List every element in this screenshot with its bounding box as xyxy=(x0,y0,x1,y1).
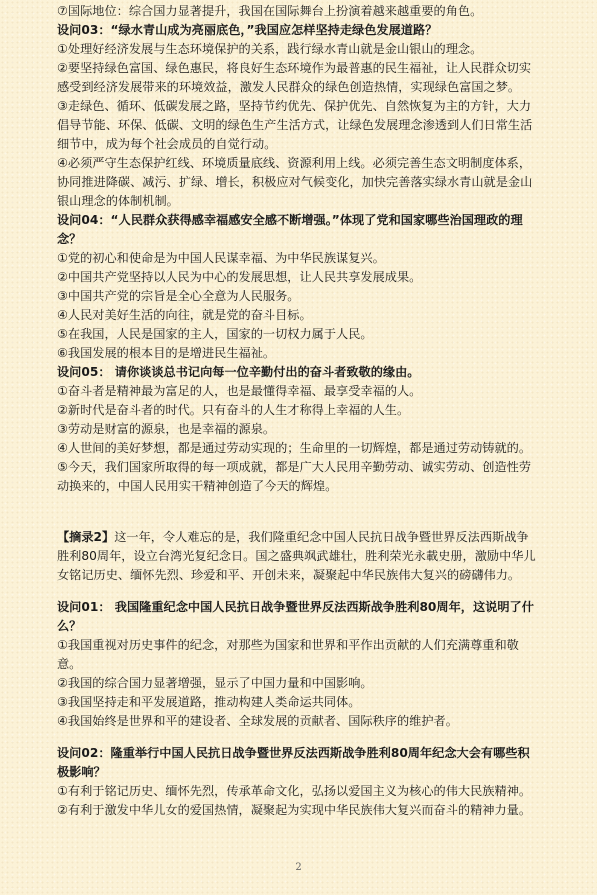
answer-item: ③我国坚持走和平发展道路，推动构建人类命运共同体。 xyxy=(57,695,361,709)
answer-item: ②我国的综合国力显著增强，显示了中国力量和中国影响。 xyxy=(57,676,373,690)
paragraph: ⑦国际地位：综合国力显著提升，我国在国际舞台上扮演着越来越重要的角色。 xyxy=(57,4,483,18)
answer-item: ③中国共产党的宗旨是全心全意为人民服务。 xyxy=(57,289,300,303)
answer-item: ①我国重视对历史事件的纪念，对那些为国家和世界和平作出贡献的人们充满尊重和敬 意。 xyxy=(57,638,519,671)
answer-item: ②中国共产党坚持以人民为中心的发展思想，让人民共享发展成果。 xyxy=(57,270,422,284)
answer-item: ②新时代是奋斗者的时代。只有奋斗的人生才称得上幸福的人生。 xyxy=(57,403,410,417)
answer-item: ①有利于铭记历史、缅怀先烈，传承革命文化，弘扬以爱国主义为核心的伟大民族精神。 xyxy=(57,784,532,798)
excerpt-label: 【摘录2】 xyxy=(57,530,115,544)
spacer xyxy=(57,731,551,744)
answer-item: ③走绿色、循环、低碳发展之路，坚持节约优先、保护优先、自然恢复为主的方针，大力 倡导节能、环保、低碳、文明的绿色生产生活方式，让绿色发展理念渗透到人们日常生活 细节中，成为每个社会成员的自觉行动。 xyxy=(57,99,533,151)
answer-item: ⑥我国发展的根本目的是增进民生福祉。 xyxy=(57,346,276,360)
excerpt-paragraph xyxy=(57,528,551,585)
spacer xyxy=(57,585,551,598)
answer-item: ⑤今天，我们国家所取得的每一项成就，都是广大人民用辛勤劳动、诚实劳动、创造性劳 动换来的，中国人民用实干精神创造了今天的辉煌。 xyxy=(57,460,532,493)
excerpt-text: 这一年，令人难忘的是，我们隆重纪念中国人民抗日战争暨世界反法西斯战争 胜利80周年，设立台湾光复纪念日。国之盛典飒武雄壮，胜利荣光永載史册，激励中华儿 女铭记历史、缅怀先烈、珍爱和平、开创未来，凝聚起中华民族伟大复兴的磅礴伟力。 xyxy=(57,530,536,582)
question-heading: 设问03：“绿水青山成为亮丽底色，”我国应怎样坚持走绿色发展道路？ xyxy=(57,23,438,37)
answer-item: ④我国始终是世界和平的建设者、全球发展的贡献者、国际秩序的维护者。 xyxy=(57,714,458,728)
document-body xyxy=(57,2,551,820)
answer-item: ④必须严守生态保护红线、环境质量底线、资源利用上线。必须完善生态文明制度体系， 协同推进降碳、减污、扩绿、增长，积极应对气候变化，加快完善落实绿水青山就是金山 银山理念的体制机制。 xyxy=(57,156,533,208)
question-heading: 设问02：隆重举行中国人民抗日战争暨世界反法西斯战争胜利80周年纪念大会有哪些积 极影响？ xyxy=(57,746,530,779)
spacer xyxy=(57,496,551,528)
question-heading: 设问01： 我国隆重纪念中国人民抗日战争暨世界反法西斯战争胜利80周年，这说明了什 么？ xyxy=(57,600,534,633)
question-heading: 设问05： 请你谈谈总书记向每一位辛勤付出的奋斗者致敬的缘由。 xyxy=(57,365,420,379)
answer-item: ④人民对美好生活的向往，就是党的奋斗目标。 xyxy=(57,308,312,322)
answer-item: ②要坚持绿色富国、绿色惠民，将良好生态环境作为最普惠的民生福祉，让人民群众切实 感受到经济发展带来的环境效益，激发人民群众的绿色创造热情，实现绿色富国之梦。 xyxy=(57,61,532,94)
answer-item: ①奋斗者是精神最为富足的人，也是最懂得幸福、最享受幸福的人。 xyxy=(57,384,422,398)
answer-item: ③劳动是财富的源泉，也是幸福的源泉。 xyxy=(57,422,276,436)
answer-item: ④人世间的美好梦想，都是通过劳动实现的；生命里的一切辉煌，都是通过劳动铸就的。 xyxy=(57,441,532,455)
answer-item: ②有利于激发中华儿女的爱国热情，凝聚起为实现中华民族伟大复兴而奋斗的精神力量。 xyxy=(57,803,532,817)
answer-item: ①党的初心和使命是为中国人民谋幸福、为中华民族谋复兴。 xyxy=(57,251,385,265)
answer-item: ①处理好经济发展与生态环境保护的关系，践行绿水青山就是金山银山的理念。 xyxy=(57,42,483,56)
answer-item: ⑤在我国，人民是国家的主人，国家的一切权力属于人民。 xyxy=(57,327,373,341)
question-heading: 设问04：“人民群众获得感幸福感安全感不断增强。”体现了党和国家哪些治国理政的理 念？ xyxy=(57,213,523,246)
page-number: 2 xyxy=(295,862,302,873)
